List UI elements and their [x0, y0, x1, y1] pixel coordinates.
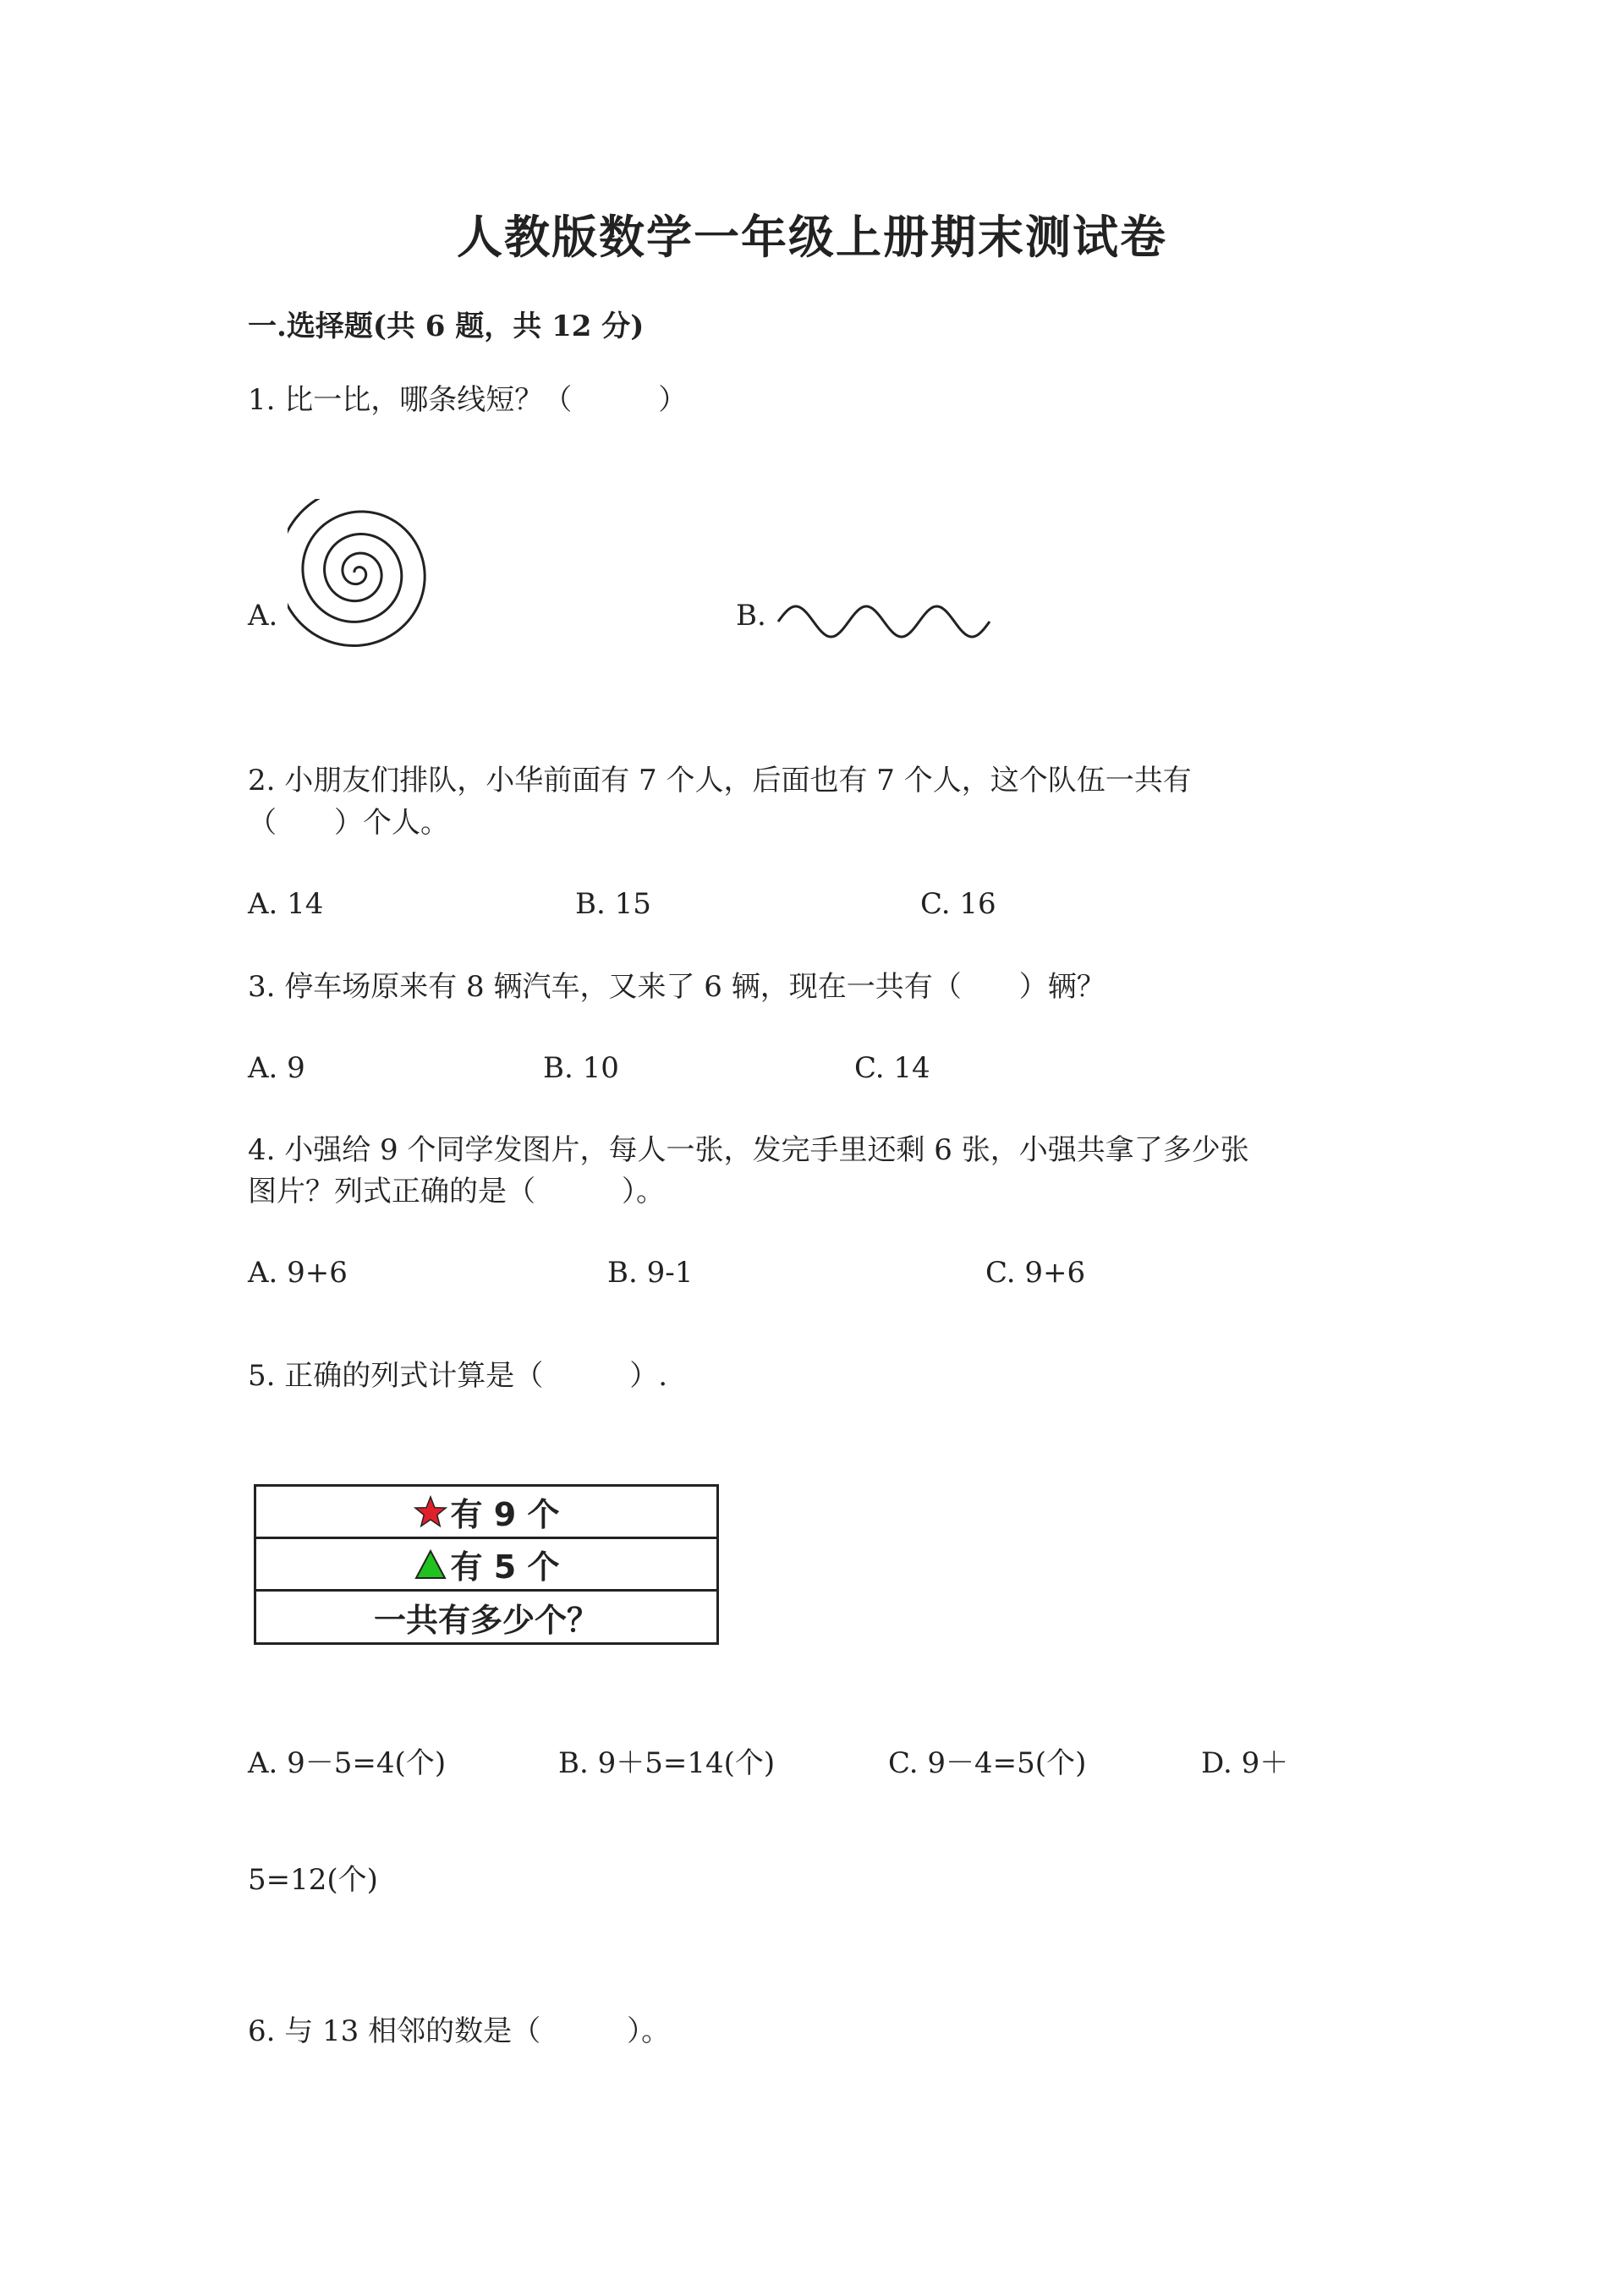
question-5-table	[254, 1484, 719, 1645]
question-4-stem-line2: 图片？列式正确的是（ ）。	[248, 1175, 665, 1208]
question-1-stem: 1. 比一比，哪条线短？（ ）	[248, 383, 688, 417]
question-5-option-c: C. 9－4=5(个)	[888, 1746, 1087, 1780]
table-row-text: 一共有多少个？	[373, 1601, 599, 1639]
spiral-line	[288, 499, 425, 646]
question-3-option-a: A. 9	[248, 1051, 305, 1085]
table-row-text: 有 9 个	[450, 1496, 560, 1533]
question-1-option-a: A.	[248, 599, 278, 633]
section-heading: 一.选择题(共 6 题，共 12 分)	[248, 310, 645, 343]
triangle-icon	[414, 1548, 447, 1581]
table-row	[256, 1539, 716, 1592]
question-5-option-d-continued: 5=12(个)	[248, 1863, 378, 1897]
question-3-option-c: C. 14	[854, 1051, 930, 1085]
table-row	[256, 1487, 716, 1539]
question-2-option-b: B. 15	[575, 887, 651, 921]
page-title: 人教版数学一年级上册期末测试卷	[457, 210, 1167, 264]
spiral-line-figure	[288, 499, 482, 660]
wavy-line-figure	[774, 592, 994, 651]
wavy-line	[778, 606, 990, 637]
question-4-option-c: C. 9+6	[985, 1256, 1086, 1290]
question-5-option-d: D. 9＋	[1201, 1746, 1289, 1780]
star-icon	[414, 1495, 447, 1529]
table-row-text: 有 5 个	[450, 1548, 560, 1586]
question-2-option-a: A. 14	[248, 887, 324, 921]
question-5-option-b: B. 9＋5=14(个)	[558, 1746, 776, 1780]
question-5-option-a: A. 9－5=4(个)	[248, 1746, 447, 1780]
question-6-stem: 6. 与 13 相邻的数是（ ）。	[248, 2014, 671, 2048]
question-4-option-b: B. 9-1	[607, 1256, 694, 1290]
question-2-option-c: C. 16	[920, 887, 996, 921]
question-4-option-a: A. 9+6	[248, 1256, 348, 1290]
table-row	[256, 1592, 716, 1642]
question-5-stem: 5. 正确的列式计算是（ ）.	[248, 1359, 668, 1393]
question-4-stem-line1: 4. 小强给 9 个同学发图片，每人一张，发完手里还剩 6 张，小强共拿了多少张	[248, 1133, 1249, 1167]
question-3-option-b: B. 10	[543, 1051, 619, 1085]
question-1-option-b: B.	[736, 599, 766, 633]
question-3-stem: 3. 停车场原来有 8 辆汽车，又来了 6 辆，现在一共有（ ）辆？	[248, 970, 1106, 1004]
question-2-stem-line2: （ ）个人。	[248, 806, 449, 840]
question-2-stem-line1: 2. 小朋友们排队，小华前面有 7 个人，后面也有 7 个人，这个队伍一共有	[248, 764, 1192, 797]
